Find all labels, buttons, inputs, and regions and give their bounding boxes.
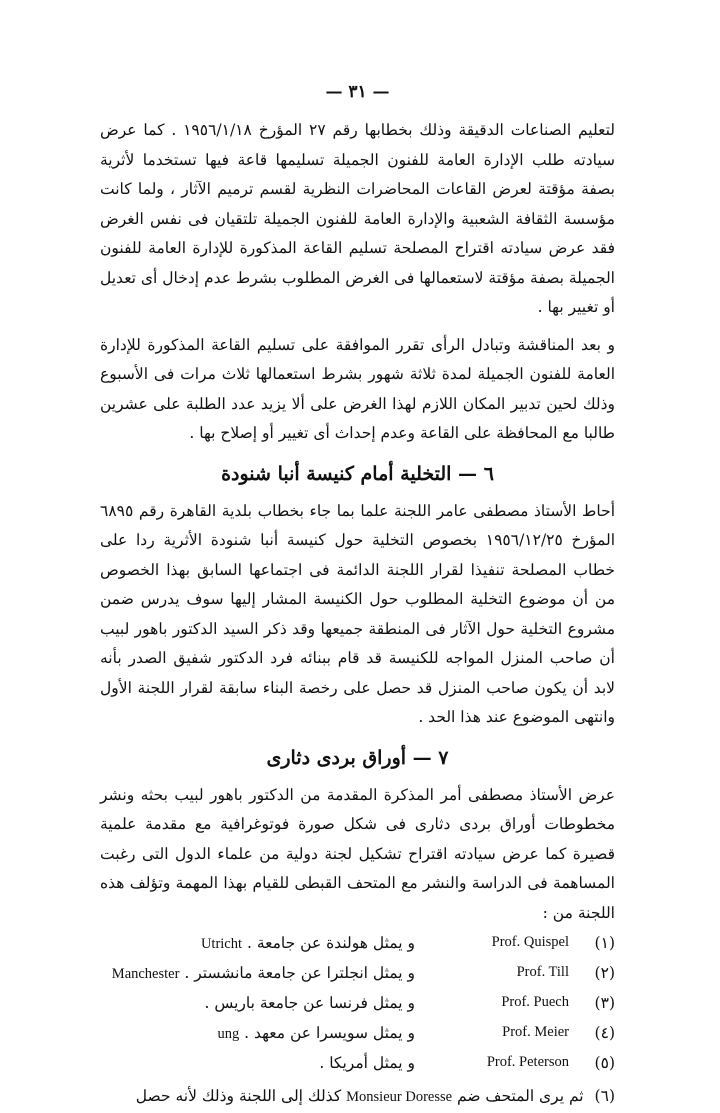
member-name: Prof. Till xyxy=(516,964,569,980)
final-item-latin: Monsieur Doresse xyxy=(346,1089,453,1105)
list-item xyxy=(100,1050,615,1080)
list-item xyxy=(100,930,615,960)
member-number: (١) xyxy=(594,934,615,952)
member-role-arabic: و يمثل سويسرا عن معهد . xyxy=(244,1024,415,1042)
list-item xyxy=(100,960,615,990)
paragraph-intro-2: و بعد المناقشة وتبادل الرأى تقرر الموافقة على تسليم القاعة المذكورة للإدارة العامة للفنون الجميلة لمدة ثلاثة شهور بشرط استعمالها ثلاث مرات فى الأسبوع وذلك لحين تدبير المكان اللازم لهذا الغرض على ألا يزيد عدد الطلبة على عشرين طالبا مع المحافظة على القاعة وعدم إحداث أى تغيير أو إصلاح بها . xyxy=(100,335,615,442)
final-item-text-before: ثم يرى المتحف ضم xyxy=(457,1087,584,1105)
member-role-arabic: و يمثل انجلترا عن جامعة مانشستر . xyxy=(184,964,415,982)
section-6-body: أحاط الأستاذ مصطفى عامر اللجنة علما بما جاء بخطاب بلدية القاهرة رقم ٦٨٩٥ المؤرخ ١٩٥٦/١٢/٢٥ بخصوص التخلية حول كنيسة أنبا شنودة الأثرية ردا على خطاب المصلحة تنفيذا لقرار اللجنة الدائمة فى اجتماعها السابق بهذا الخصوص من أن موضوع التخلية المطلوب حول الكنيسة المشار إليها سوف يدرس ضمن مشروع التخلية حول الآثار فى المنطقة جميعها وقد ذكر السيد الدكتور باهور لبيب أن صاحب المنزل المواجه للكنيسة قد قام ببنائه فرد الدكتور شفيق الصدر بأنه لابد أن يكون صاحب المنزل قد حصل على رخصة البناء سابقة لقرار اللجنة الأول وانتهى الموضوع عند هذا الحد . xyxy=(100,501,616,726)
member-name: Prof. Peterson xyxy=(486,1054,569,1070)
member-role xyxy=(112,964,415,983)
list-item xyxy=(100,990,615,1020)
section-7-heading: ٧ — أوراق بردى دثارى xyxy=(266,746,449,769)
member-role-arabic: و يمثل أمريكا . xyxy=(319,1054,415,1072)
section-6-heading: ٦ — التخلية أمام كنيسة أنبا شنودة xyxy=(221,462,494,485)
member-role-arabic: و يمثل فرنسا عن جامعة باريس . xyxy=(204,994,415,1012)
member-role xyxy=(201,934,415,953)
member-role-latin: Utricht xyxy=(200,936,243,952)
member-role-arabic: و يمثل هولندة عن جامعة . xyxy=(246,934,415,952)
member-role-latin: Manchester xyxy=(111,966,180,982)
member-role xyxy=(319,1054,415,1072)
member-number: (٥) xyxy=(594,1054,615,1072)
document-page xyxy=(100,82,615,1113)
member-number: (٤) xyxy=(594,1024,615,1042)
member-number: (٣) xyxy=(594,994,615,1012)
page-number: — ٣١ — xyxy=(325,82,390,102)
list-item xyxy=(100,1020,615,1050)
paragraph-intro-1: لتعليم الصناعات الدقيقة وذلك بخطابها رقم ٢٧ المؤرخ ١٩٥٦/١/١٨ . كما عرض سيادته طلب الإدارة العامة للفنون الجميلة تسليمها قاعة فيها تستخدما لأثرية بصفة مؤقتة لعرض القاعات المحاضرات النظرية لقسم ترميم الآثار ، ولما كانت مؤسسة الثقافة الشعبية والإدارة العامة للفنون الجميلة تلتقيان فى نفس الغرض فقد عرض سيادته اقتراح المصلحة تسليم القاعة المذكورة للإدارة العامة للفنون الجميلة بصفة مؤقتة لاستعمالها فى الغرض المطلوب بشرط عدم إدخال أى تعديل أو تغيير بها . xyxy=(100,121,615,316)
member-number: (٢) xyxy=(594,964,615,982)
member-role-latin: ung xyxy=(217,1026,240,1042)
member-role xyxy=(204,994,415,1012)
committee-members-list xyxy=(100,930,615,1080)
member-name: Prof. Puech xyxy=(501,994,569,1010)
member-name: Prof. Meier xyxy=(502,1024,569,1040)
section-7-body: عرض الأستاذ مصطفى أمر المذكرة المقدمة من الدكتور باهور لبيب بحثه ونشر مخطوطات أوراق بردى دثارى فى شكل صورة فوتوغرافية مع مقدمة علمية قصيرة كما عرض سيادته اقتراح تشكيل لجنة دولية من علماء الدول التى رغبت المساهمة فى الدراسة والنشر مع المتحف القبطى للقيام بهذا المهمة وتؤلف هذه اللجنة من : xyxy=(100,785,615,922)
member-role xyxy=(217,1024,415,1043)
member-name: Prof. Quispel xyxy=(491,934,569,950)
final-item-number: (٦) xyxy=(594,1087,615,1105)
final-item xyxy=(100,1082,615,1113)
final-item-text-after: كذلك إلى اللجنة وذلك لأنه حصل xyxy=(135,1087,342,1105)
